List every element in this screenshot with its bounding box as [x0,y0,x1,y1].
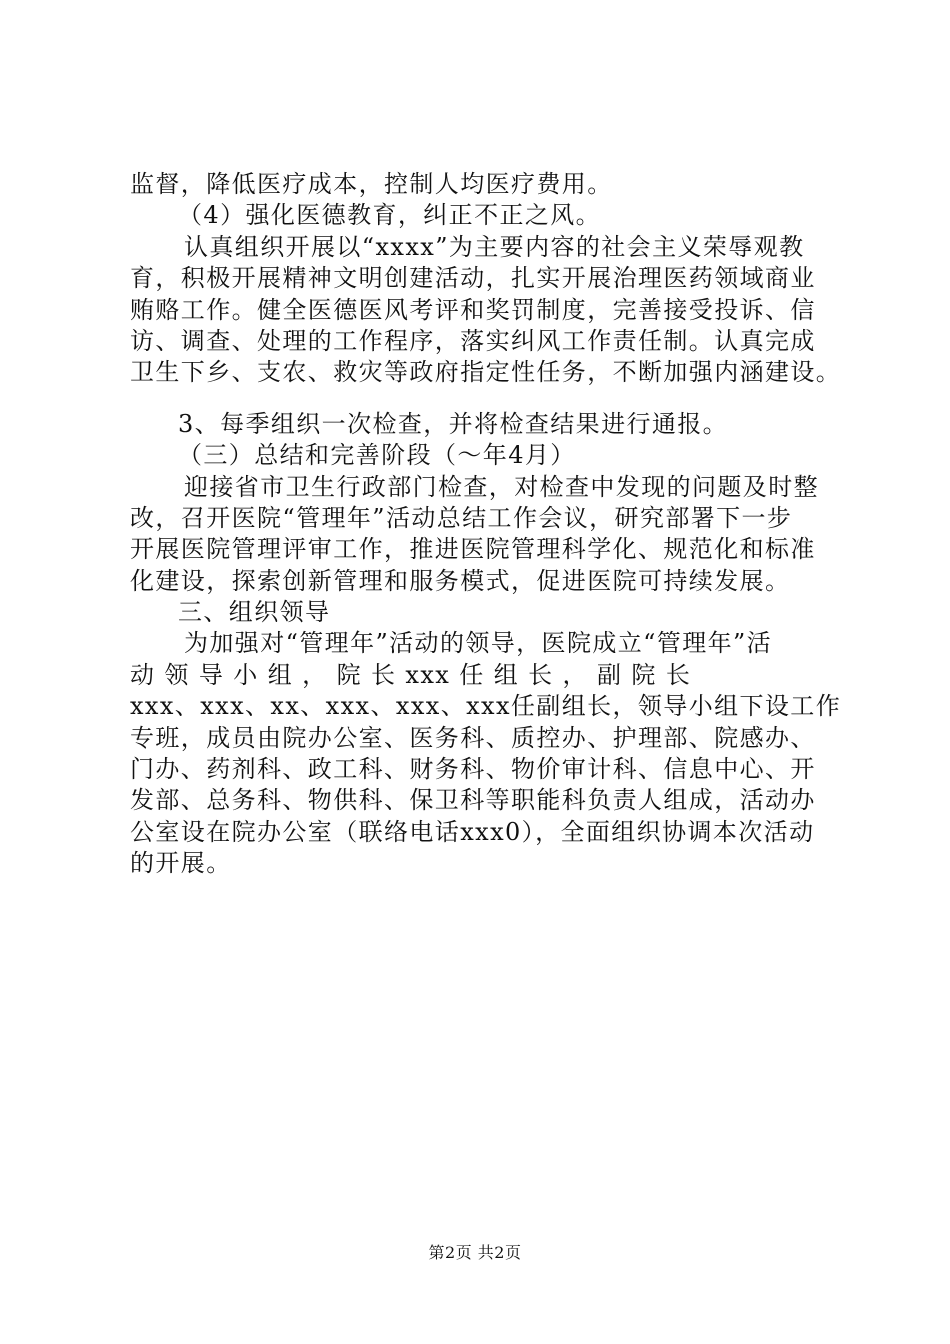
page-number: 第2页 共2页 [428,1243,522,1262]
text-line: 迎接省市卫生行政部门检查，对检查中发现的问题及时整 [184,472,819,501]
text-line: 贿赂工作。健全医德医风考评和奖罚制度，完善接受投诉、信 [130,295,816,324]
text-line: 的开展。 [130,849,232,878]
text-line: 开展医院管理评审工作，推进医院管理科学化、规范化和标准 [130,535,816,564]
text-line: 访、调查、处理的工作程序，落实纠风工作责任制。认真完成 [130,326,816,355]
subheading-4: （4）强化医德教育，纠正不正之风。 [178,201,602,230]
text-line: 化建设，探索创新管理和服务模式，促进医院可持续发展。 [130,566,791,595]
text-line: 动 领 导 小 组 ， 院 长 xxx 任 组 长 ， 副 院 长 [130,660,692,689]
subheading-stage-3: （三）总结和完善阶段（～年4月） [178,441,576,470]
text-line: 门办、药剂科、政工科、财务科、物价审计科、信息中心、开 [130,755,816,784]
text-line: 认真组织开展以“xxxx”为主要内容的社会主义荣辱观教 [184,232,805,261]
paragraph-gap [130,389,836,409]
text-line: 3、每季组织一次检查，并将检查结果进行通报。 [178,409,729,438]
text-line: 专班，成员由院办公室、医务科、质控办、护理部、院感办、 [130,723,816,752]
text-line: xxx、xxx、xx、xxx、xxx、xxx任副组长，领导小组下设工作 [130,692,842,721]
text-line: 改，召开医院“管理年”活动总结工作会议，研究部署下一步 [130,503,793,532]
text-line: 育，积极开展精神文明创建活动，扎实开展治理医药领域商业 [130,264,816,293]
text-line: 监督，降低医疗成本，控制人均医疗费用。 [130,170,613,198]
text-line: 公室设在院办公室（联络电话xxx0），全面组织协调本次活动 [130,817,815,846]
text-line: 卫生下乡、支农、救灾等政府指定性任务，不断加强内涵建设。 [130,358,842,387]
section-heading-3: 三、组织领导 [178,598,331,627]
text-line: 发部、总务科、物供科、保卫科等职能科负责人组成，活动办 [130,786,816,815]
document-body [130,169,842,880]
text-line: 为加强对“管理年”活动的领导，医院成立“管理年”活 [184,629,773,658]
